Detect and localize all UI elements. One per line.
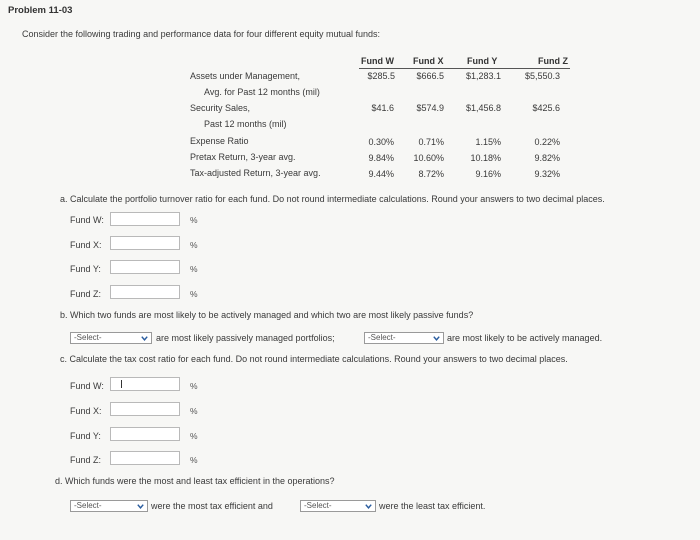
cell: 1.15% bbox=[475, 137, 501, 147]
cell: 9.32% bbox=[534, 169, 560, 179]
header-fund-x: Fund X bbox=[413, 56, 444, 66]
part-a-label-y: Fund Y: bbox=[70, 264, 101, 274]
cell: $1,456.8 bbox=[465, 103, 501, 113]
chevron-down-icon bbox=[364, 502, 373, 511]
select-value: -Select- bbox=[74, 501, 102, 510]
part-b-text-2: are most likely to be actively managed. bbox=[447, 333, 603, 343]
cell: 9.82% bbox=[534, 153, 560, 163]
part-a-label-z: Fund Z: bbox=[70, 289, 102, 299]
text-cursor bbox=[121, 380, 122, 388]
percent-unit: % bbox=[190, 289, 198, 299]
part-a-label-x: Fund X: bbox=[70, 240, 102, 250]
intro-text: Consider the following trading and performance data for four different equity mutual funds: bbox=[22, 29, 381, 39]
cell: 9.16% bbox=[475, 169, 501, 179]
part-d-least-efficient-select[interactable] bbox=[300, 500, 376, 512]
chevron-down-icon bbox=[140, 334, 149, 343]
cell: $285.5 bbox=[367, 71, 395, 81]
taxcost-fund-y-input[interactable] bbox=[110, 427, 180, 441]
part-d-text-1: were the most tax efficient and bbox=[151, 501, 273, 511]
row-label-pretax: Pretax Return, 3-year avg. bbox=[190, 152, 296, 162]
part-c-question: c. Calculate the tax cost ratio for each fund. Do not round intermediate calculations. Round your answers to two decimal places. bbox=[60, 354, 568, 364]
problem-title: Problem 11-03 bbox=[8, 5, 73, 16]
cell: 10.18% bbox=[470, 153, 501, 163]
row-label-assets-sub: Avg. for Past 12 months (mil) bbox=[204, 87, 320, 97]
cell: $1,283.1 bbox=[465, 71, 501, 81]
cell: 10.60% bbox=[413, 153, 444, 163]
select-value: -Select- bbox=[368, 333, 396, 342]
chevron-down-icon bbox=[136, 502, 145, 511]
cell: $666.5 bbox=[416, 71, 444, 81]
chevron-down-icon bbox=[432, 334, 441, 343]
percent-unit: % bbox=[190, 455, 198, 465]
turnover-fund-x-input[interactable] bbox=[110, 236, 180, 250]
part-a-question: a. Calculate the portfolio turnover ratio for each fund. Do not round intermediate calculations. Round your answers to two decimal places. bbox=[60, 194, 605, 204]
cell: 9.84% bbox=[368, 153, 394, 163]
taxcost-fund-z-input[interactable] bbox=[110, 451, 180, 465]
part-d-question: d. Which funds were the most and least tax efficient in the operations? bbox=[55, 476, 335, 486]
header-fund-w: Fund W bbox=[361, 56, 394, 66]
select-value: -Select- bbox=[74, 333, 102, 342]
percent-unit: % bbox=[190, 215, 198, 225]
part-b-question: b. Which two funds are most likely to be actively managed and which two are most likely passive funds? bbox=[60, 310, 474, 320]
part-a-label-w: Fund W: bbox=[70, 215, 104, 225]
turnover-fund-w-input[interactable] bbox=[110, 212, 180, 226]
part-b-text-1: are most likely passively managed portfolios; bbox=[156, 333, 335, 343]
cell: $5,550.3 bbox=[524, 71, 560, 81]
part-d-text-2: were the least tax efficient. bbox=[379, 501, 486, 511]
part-b-passive-select[interactable] bbox=[70, 332, 152, 344]
cell: $425.6 bbox=[532, 103, 560, 113]
percent-unit: % bbox=[190, 431, 198, 441]
percent-unit: % bbox=[190, 406, 198, 416]
cell: 0.22% bbox=[534, 137, 560, 147]
row-label-tax-adjusted: Tax-adjusted Return, 3-year avg. bbox=[190, 168, 321, 178]
cell: $574.9 bbox=[416, 103, 444, 113]
row-label-expense: Expense Ratio bbox=[190, 136, 249, 146]
percent-unit: % bbox=[190, 240, 198, 250]
row-label-sales-sub: Past 12 months (mil) bbox=[204, 119, 287, 129]
part-c-label-y: Fund Y: bbox=[70, 431, 101, 441]
percent-unit: % bbox=[190, 381, 198, 391]
part-d-most-efficient-select[interactable] bbox=[70, 500, 148, 512]
header-fund-y: Fund Y bbox=[467, 56, 498, 66]
cell: 0.30% bbox=[368, 137, 394, 147]
part-c-label-w: Fund W: bbox=[70, 381, 104, 391]
turnover-fund-y-input[interactable] bbox=[110, 260, 180, 274]
header-fund-z: Fund Z bbox=[538, 56, 568, 66]
cell: 0.71% bbox=[418, 137, 444, 147]
cell: 9.44% bbox=[368, 169, 394, 179]
turnover-fund-z-input[interactable] bbox=[110, 285, 180, 299]
part-b-active-select[interactable] bbox=[364, 332, 444, 344]
part-c-label-x: Fund X: bbox=[70, 406, 102, 416]
header-divider bbox=[359, 68, 570, 69]
percent-unit: % bbox=[190, 264, 198, 274]
cell: $41.6 bbox=[371, 103, 394, 113]
row-label-assets: Assets under Management, bbox=[190, 71, 301, 81]
row-label-sales: Security Sales, bbox=[190, 103, 251, 113]
select-value: -Select- bbox=[304, 501, 332, 510]
taxcost-fund-x-input[interactable] bbox=[110, 402, 180, 416]
cell: 8.72% bbox=[418, 169, 444, 179]
part-c-label-z: Fund Z: bbox=[70, 455, 102, 465]
